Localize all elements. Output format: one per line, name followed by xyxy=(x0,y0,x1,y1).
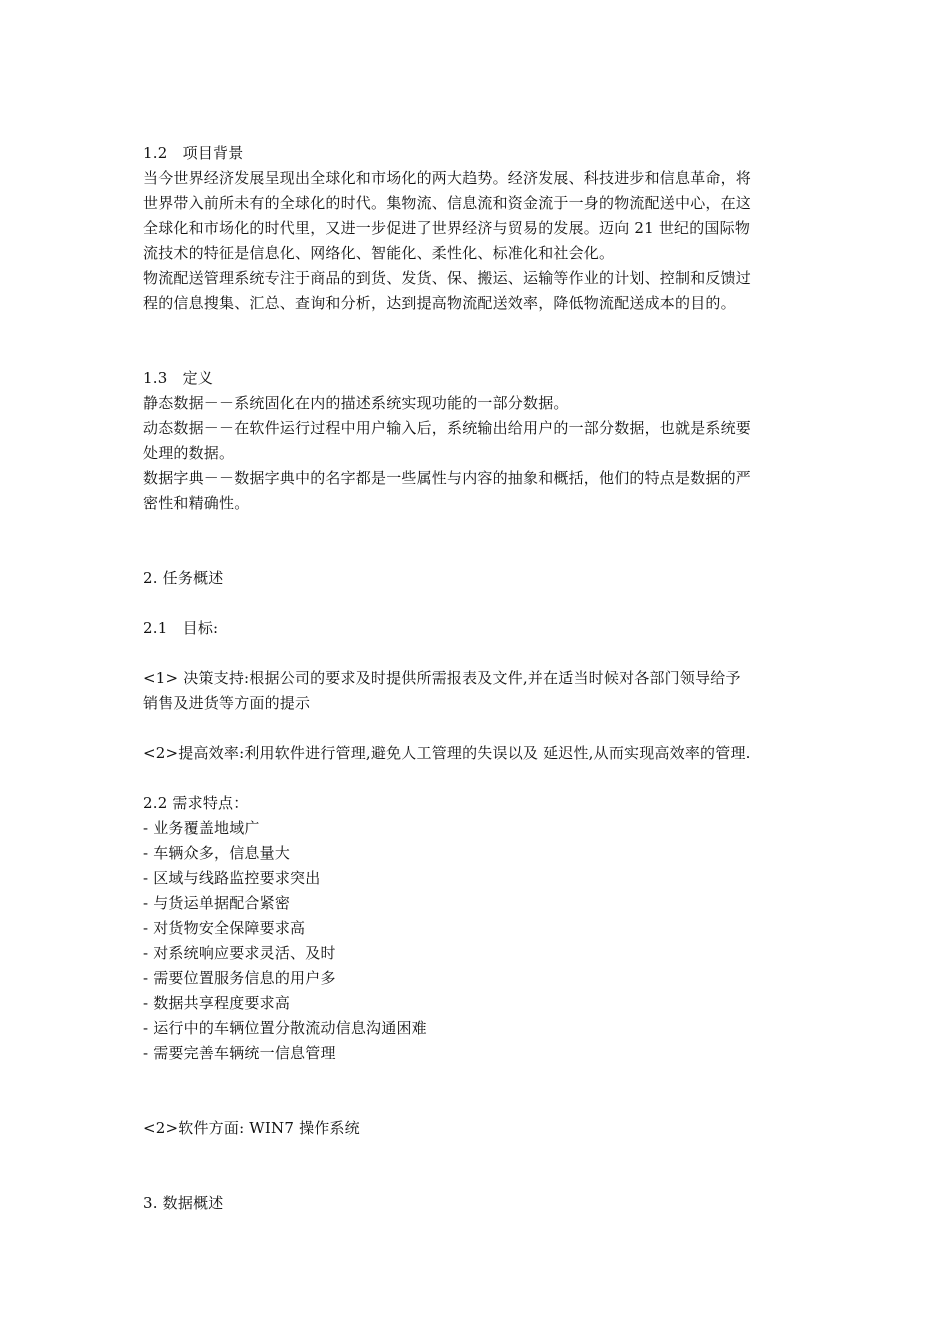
section-3-heading: 3. 数据概述 xyxy=(143,1194,224,1212)
goal1-line1: <1> 决策支持:根据公司的要求及时提供所需报表及文件,并在适当时候对各部门领导给予 xyxy=(143,669,741,687)
software-requirement: <2>软件方面: WIN7 操作系统 xyxy=(143,1119,360,1137)
goal1-line2: 销售及进货等方面的提示 xyxy=(143,694,311,712)
background-para1-line2: 世界带入前所未有的全球化的时代。集物流、信息流和资金流于一身的物流配送中心，在这 xyxy=(143,194,752,212)
background-para2-line1: 物流配送管理系统专注于商品的到货、发货、保、搬运、运输等作业的计划、控制和反馈过 xyxy=(143,269,752,287)
background-para1-line3: 全球化和市场化的时代里，又进一步促进了世界经济与贸易的发展。迈向 21 世纪的国际物 xyxy=(143,219,751,237)
list-item: - 运行中的车辆位置分散流动信息沟通困难 xyxy=(143,1019,427,1037)
list-item: - 对系统响应要求灵活、及时 xyxy=(143,944,336,962)
section-2-1-heading: 2.1 目标: xyxy=(143,619,219,637)
definition-static-data: 静态数据－－系统固化在内的描述系统实现功能的一部分数据。 xyxy=(143,394,569,412)
section-1-2-heading: 1.2 项目背景 xyxy=(143,144,244,162)
list-item: - 业务覆盖地域广 xyxy=(143,819,260,837)
section-1-3-heading: 1.3 定义 xyxy=(143,369,214,387)
definition-dynamic-line1: 动态数据－－在软件运行过程中用户输入后，系统输出给用户的一部分数据，也就是系统要 xyxy=(143,419,752,437)
section-2-heading: 2. 任务概述 xyxy=(143,569,224,587)
goal2: <2>提高效率:利用软件进行管理,避免人工管理的失误以及 延迟性,从而实现高效率的管理. xyxy=(143,744,751,762)
definition-dictionary-line1: 数据字典－－数据字典中的名字都是一些属性与内容的抽象和概括，他们的特点是数据的严 xyxy=(143,469,752,487)
list-item: - 需要位置服务信息的用户多 xyxy=(143,969,336,987)
list-item: - 对货物安全保障要求高 xyxy=(143,919,306,937)
list-item: - 数据共享程度要求高 xyxy=(143,994,291,1012)
list-item: - 与货运单据配合紧密 xyxy=(143,894,291,912)
section-2-2-heading: 2.2 需求特点： xyxy=(143,794,249,812)
background-para1-line1: 当今世界经济发展呈现出全球化和市场化的两大趋势。经济发展、科技进步和信息革命，将 xyxy=(143,169,752,187)
definition-dynamic-line2: 处理的数据。 xyxy=(143,444,235,462)
definition-dictionary-line2: 密性和精确性。 xyxy=(143,494,250,512)
list-item: - 区域与线路监控要求突出 xyxy=(143,869,321,887)
background-para2-line2: 程的信息搜集、汇总、查询和分析，达到提高物流配送效率，降低物流配送成本的目的。 xyxy=(143,294,736,312)
background-para1-line4: 流技术的特征是信息化、网络化、智能化、柔性化、标准化和社会化。 xyxy=(143,244,615,262)
list-item: - 车辆众多，信息量大 xyxy=(143,844,291,862)
list-item: - 需要完善车辆统一信息管理 xyxy=(143,1044,336,1062)
